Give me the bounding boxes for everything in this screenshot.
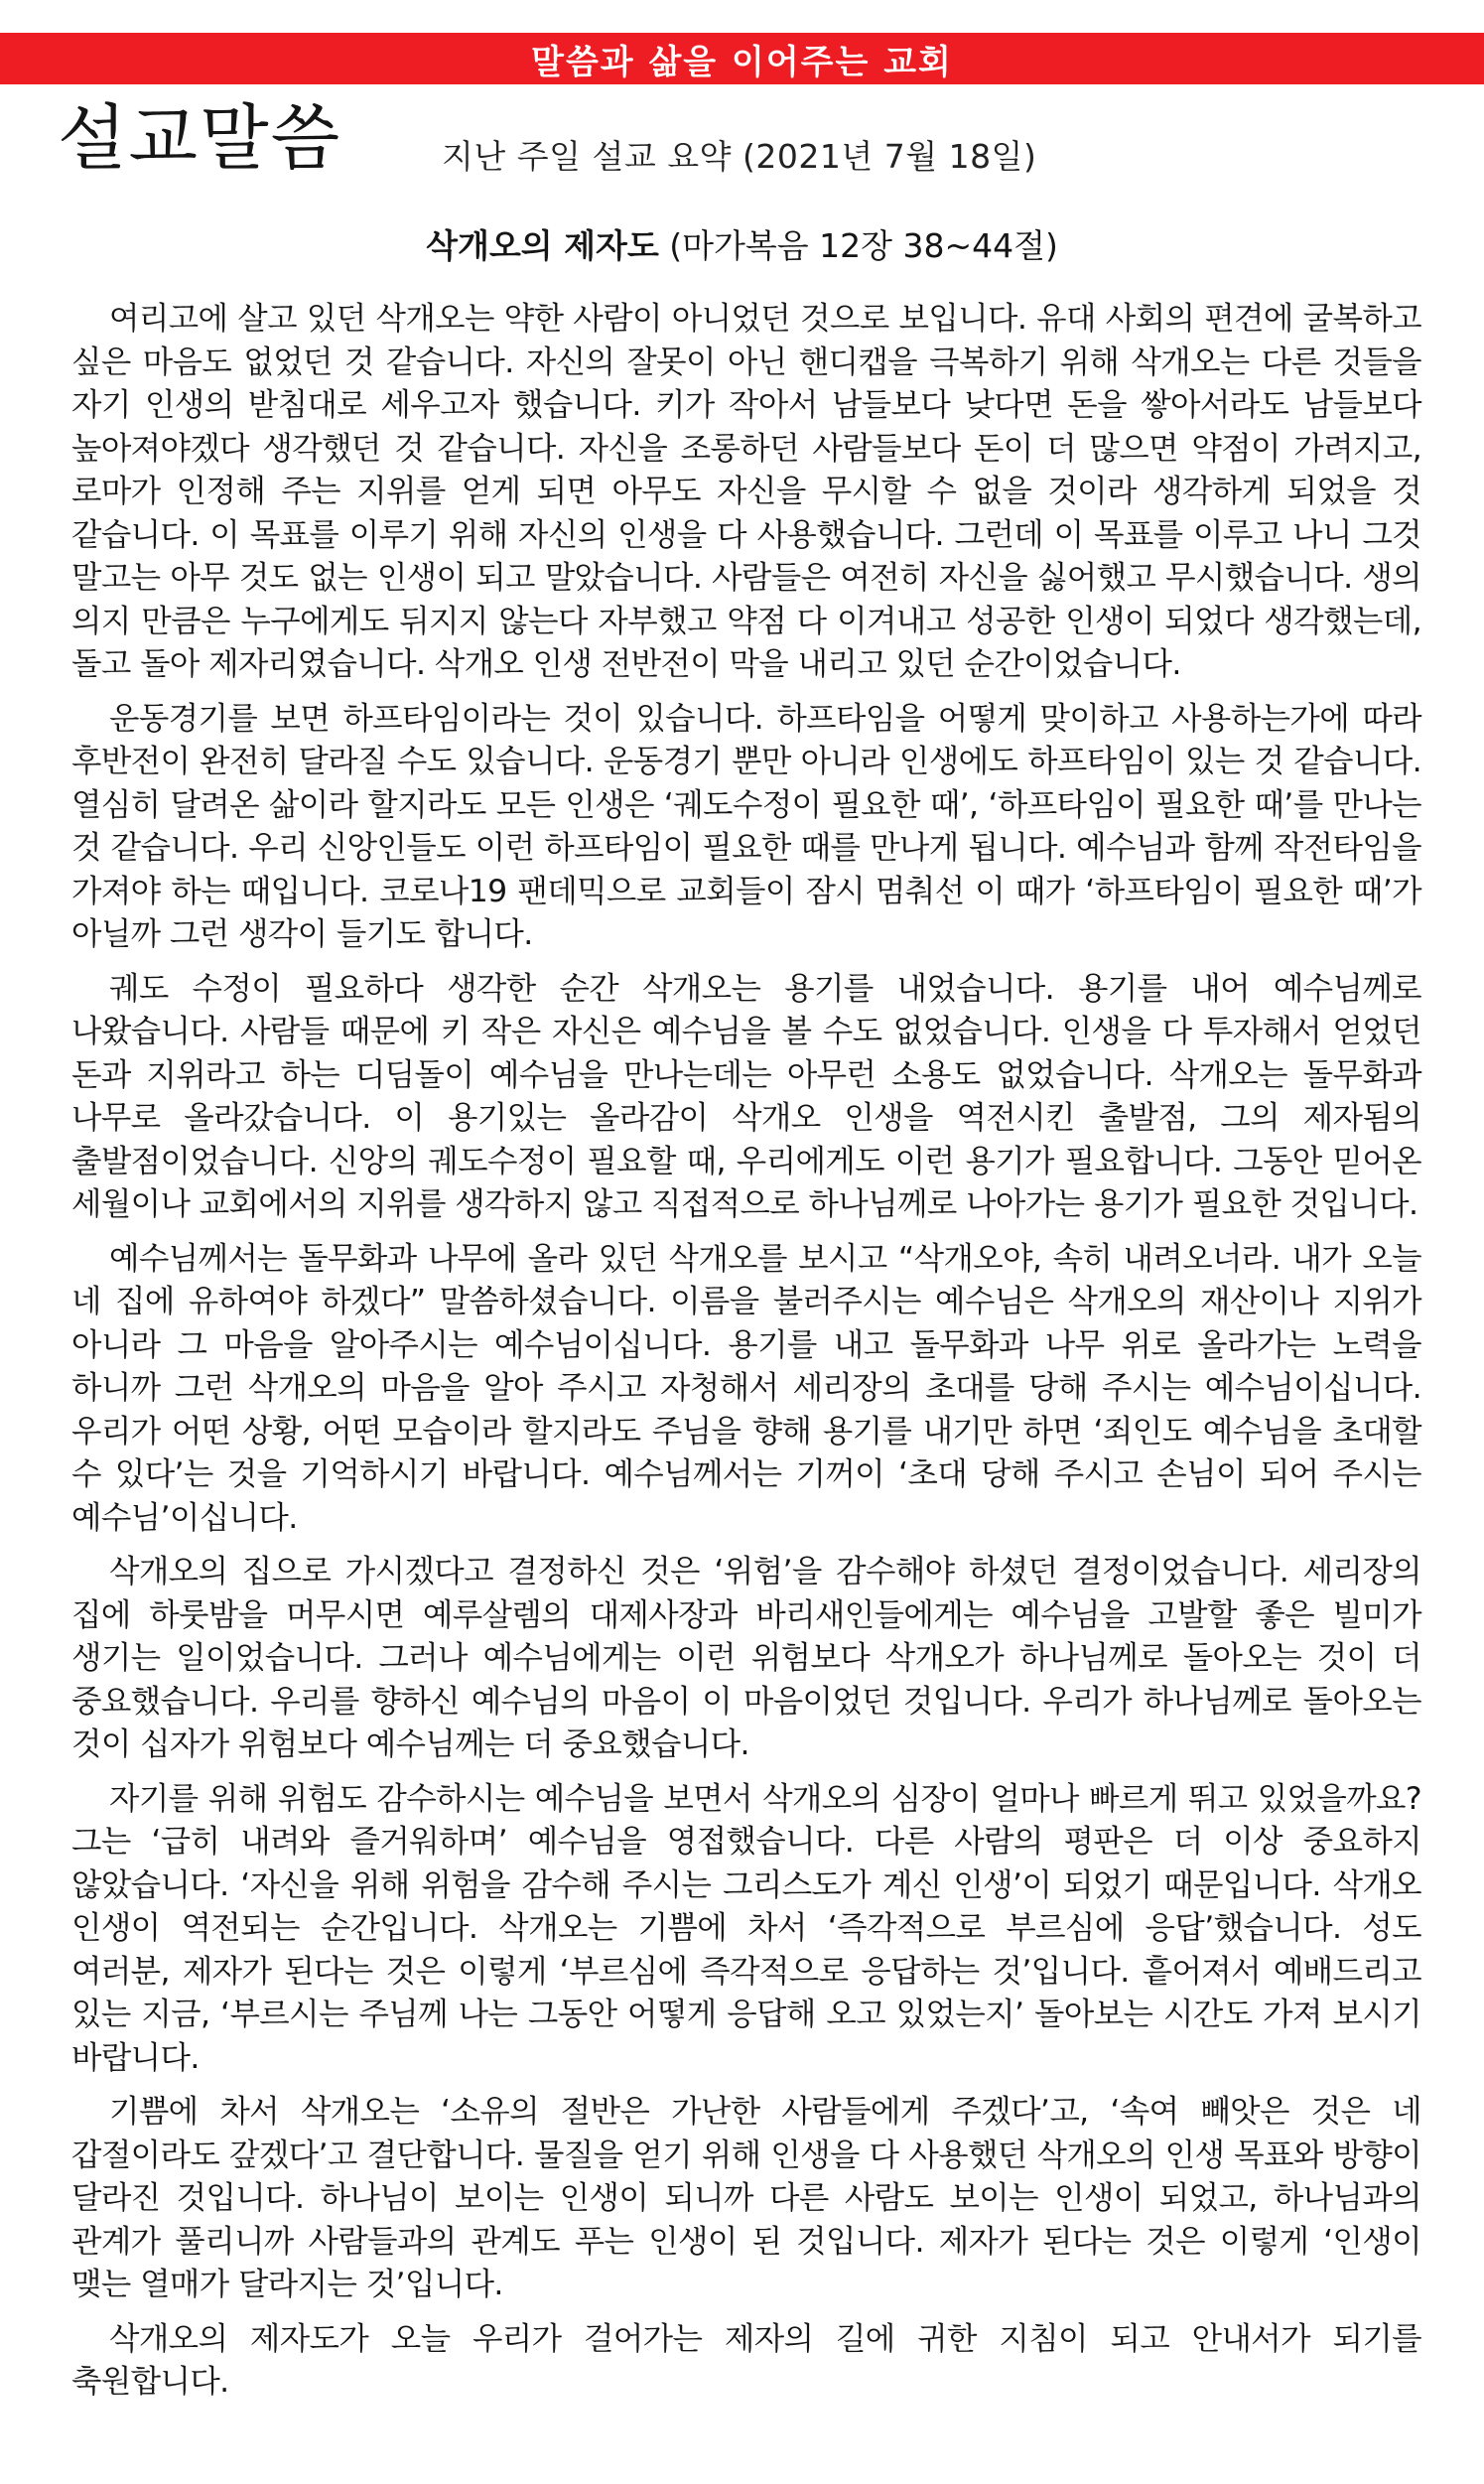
paragraph-3: 궤도 수정이 필요하다 생각한 순간 삭개오는 용기를 내었습니다. 용기를 내어 예수님께로 나왔습니다. 사람들 때문에 키 작은 자신은 예수님을 볼 수도 없었습니다. 인생을 다 투자해서 얻었던 돈과 지위라고 하는 디딤돌이 예수님을 만나는데는 아무런 소용도 없었습니다. 삭개오는 돌무화과 나무로 올라갔습니다. 이 용기있는 올라감이 삭개오 인생을 역전시킨 출발점, 그의 제자됨의 출발점이었습니다. 신앙의 궤도수정이 필요할 때, 우리에게도 이런 용기가 필요합니다. 그동안 믿어온 세월이나 교회에서의 지위를 생각하지 않고 직접적으로 하나님께로 나아가는 용기가 필요한 것입니다. [71,970,1421,1222]
paragraph-8: 삭개오의 제자도가 오늘 우리가 걸어가는 제자의 길에 귀한 지침이 되고 안내서가 되기를 축원합니다. [71,2320,1421,2400]
banner-text: 말씀과 삶을 이어주는 교회 [531,42,953,82]
sermon-scripture-reference: (마가복음 12장 38~44절) [669,226,1058,265]
paragraph-7: 기쁨에 차서 삭개오는 ‘소유의 절반은 가난한 사람들에게 주겠다’고, ‘속여 빼앗은 것은 네 갑절이라도 갚겠다’고 결단합니다. 물질을 얻기 위해 인생을 다 사용했던 삭개오의 인생 목표와 방향이 달라진 것입니다. 하나님이 보이는 인생이 되니까 다른 사람도 보이는 인생이 되었고, 하나님과의 관계가 풀리니까 사람들과의 관계도 푸는 인생이 된 것입니다. 제자가 된다는 것은 이렇게 ‘인생이 맺는 열매가 달라지는 것’입니다. [71,2094,1421,2302]
paragraph-5: 삭개오의 집으로 가시겠다고 결정하신 것은 ‘위험’을 감수해야 하셨던 결정이었습니다. 세리장의 집에 하룻밤을 머무시면 예루살렘의 대제사장과 바리새인들에게는 예수님을 고발할 좋은 빌미가 생기는 일이었습니다. 그러나 예수님에게는 이런 위험보다 삭개오가 하나님께로 돌아오는 것이 더 중요했습니다. 우리를 향하신 예수님의 마음이 이 마음이었던 것입니다. 우리가 하나님께로 돌아오는 것이 십자가 위험보다 예수님께는 더 중요했습니다. [71,1554,1421,1762]
paragraph-4: 예수님께서는 돌무화과 나무에 올라 있던 삭개오를 보시고 “삭개오야, 속히 내려오너라. 내가 오늘 네 집에 유하여야 하겠다” 말씀하셨습니다. 이름을 불러주시는 예수님은 삭개오의 재산이나 지위가 아니라 그 마음을 알아주시는 예수님이십니다. 용기를 내고 돌무화과 나무 위로 올라가는 노력을 하니까 그런 삭개오의 마음을 알아 주시고 자청해서 세리장의 초대를 당해 주시는 예수님이십니다. 우리가 어떤 상황, 어떤 모습이라 할지라도 주님을 향해 용기를 내기만 하면 ‘죄인도 예수님을 초대할 수 있다’는 것을 기억하시기 바랍니다. 예수님께서는 기꺼이 ‘초대 당해 주시고 손님이 되어 주시는 예수님’이십니다. [71,1240,1421,1536]
section-title: 설교말씀 [58,96,342,180]
paragraph-2: 운동경기를 보면 하프타임이라는 것이 있습니다. 하프타임을 어떻게 맞이하고 사용하는가에 따라 후반전이 완전히 달라질 수도 있습니다. 운동경기 뿐만 아니라 인생에도 하프타임이 있는 것 같습니다. 열심히 달려온 삶이라 할지라도 모든 인생은 ‘궤도수정이 필요한 때’, ‘하프타임이 필요한 때’를 만나는 것 같습니다. 우리 신앙인들도 이런 하프타임이 필요한 때를 만나게 됩니다. 예수님과 함께 작전타임을 가져야 하는 때입니다. 코로나19 팬데믹으로 교회들이 잠시 멈춰선 이 때가 ‘하프타임이 필요한 때’가 아닐까 그런 생각이 들기도 합니다. [71,700,1421,952]
sermon-date-subtitle: 지난 주일 설교 요약 (2021년 7월 18일) [442,137,1037,176]
sermon-title-main: 삭개오의 제자도 [426,226,659,265]
paragraph-6: 자기를 위해 위험도 감수하시는 예수님을 보면서 삭개오의 심장이 얼마나 빠르게 뛰고 있었을까요? 그는 ‘급히 내려와 즐거워하며’ 예수님을 영접했습니다. 다른 사람의 평판은 더 이상 중요하지 않았습니다. ‘자신을 위해 위험을 감수해 주시는 그리스도가 계신 인생’이 되었기 때문입니다. 삭개오 인생이 역전되는 순간입니다. 삭개오는 기쁨에 차서 ‘즉각적으로 부르심에 응답’했습니다. 성도 여러분, 제자가 된다는 것은 이렇게 ‘부르심에 즉각적으로 응답하는 것’입니다. 흩어져서 예배드리고 있는 지금, ‘부르시는 주님께 나는 그동안 어떻게 응답해 오고 있었는지’ 돌아보는 시간도 가져 보시기 바랍니다. [71,1780,1421,2076]
paragraph-1: 여리고에 살고 있던 삭개오는 약한 사람이 아니었던 것으로 보입니다. 유대 사회의 편견에 굴복하고 싶은 마음도 없었던 것 같습니다. 자신의 잘못이 아닌 핸디캡을 극복하기 위해 삭개오는 다른 것들을 자기 인생의 받침대로 세우고자 했습니다. 키가 작아서 남들보다 낮다면 돈을 쌓아서라도 남들보다 높아져야겠다 생각했던 것 같습니다. 자신을 조롱하던 사람들보다 돈이 더 많으면 약점이 가려지고, 로마가 인정해 주는 지위를 얻게 되면 아무도 자신을 무시할 수 없을 것이라 생각하게 되었을 것 같습니다. 이 목표를 이루기 위해 자신의 인생을 다 사용했습니다. 그런데 이 목표를 이루고 나니 그것 말고는 아무 것도 없는 인생이 되고 말았습니다. 사람들은 여전히 자신을 싫어했고 무시했습니다. 생의 의지 만큼은 누구에게도 뒤지지 않는다 자부했고 약점 다 이겨내고 성공한 인생이 되었다 생각했는데, 돌고 돌아 제자리였습니다. 삭개오 인생 전반전이 막을 내리고 있던 순간이었습니다. [71,301,1421,682]
sermon-title [0,226,1484,266]
sermon-body [71,298,1421,2415]
top-banner [0,33,1484,84]
